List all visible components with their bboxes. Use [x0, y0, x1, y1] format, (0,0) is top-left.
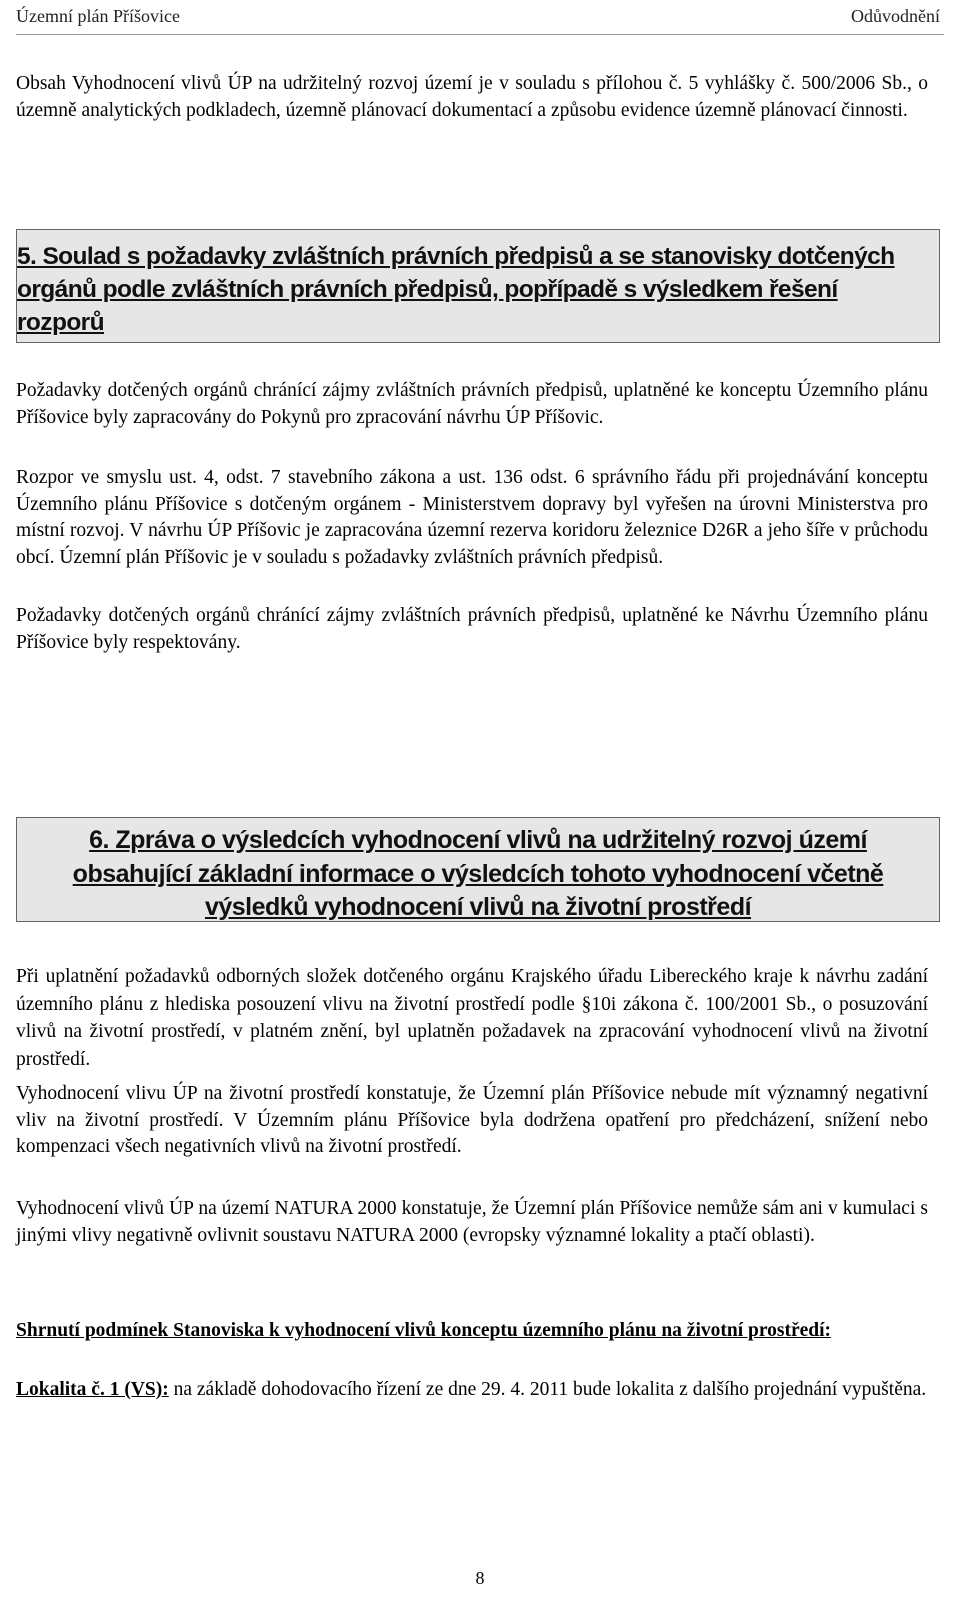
lokalita-label: Lokalita č. 1 (VS): — [16, 1379, 169, 1400]
summary-heading: Shrnutí podmínek Stanoviska k vyhodnocení vlivů konceptu územního plánu na životní prostředí: — [16, 1320, 832, 1341]
section-6-paragraph-2: Vyhodnocení vlivu ÚP na životní prostředí konstatuje, že Územní plán Příšovice nebude mít významný negativní vliv na životní prostředí. V Územním plánu Příšovice byla dodržena opatření pro předcházení, snížení nebo kompenzaci všech negativních vlivů na životní prostředí. — [16, 1083, 928, 1157]
section-6-paragraph-3: Vyhodnocení vlivů ÚP na území NATURA 2000 konstatuje, že Územní plán Příšovice nemůže sám ani v kumulaci s jinými vlivy negativně ovlivnit soustavu NATURA 2000 (evropsky významné lokality a ptačí oblasti). — [16, 1198, 928, 1246]
section-6-heading-line-1: 6. Zpráva o výsledcích vyhodnocení vlivů na udržitelný rozvoj území — [89, 826, 867, 854]
intro-paragraph: Obsah Vyhodnocení vlivů ÚP na udržitelný rozvoj území je v souladu s přílohou č. 5 vyhlášky č. 500/2006 Sb., o územně analytických podkladech, územně plánovací dokumentací a způsobu evidence územně plánovací činnosti. — [16, 73, 928, 121]
header-document-title: Územní plán Příšovice — [16, 6, 180, 26]
lokalita-paragraph — [16, 1377, 928, 1404]
section-5-heading-box — [16, 229, 940, 343]
section-5-paragraph-3: Požadavky dotčených orgánů chránící zájmy zvláštních právních předpisů, uplatněné ke Návrhu Územního plánu Příšovice byly respektovány. — [16, 605, 928, 653]
lokalita-text: na základě dohodovacího řízení ze dne 29. 4. 2011 bude lokalita z dalšího projednání vypuštěna. — [168, 1379, 927, 1400]
section-6-paragraph-1: Při uplatnění požadavků odborných složek dotčeného orgánu Krajského úřadu Libereckého kraje k návrhu zadání územního plánu z hlediska posouzení vlivu na životní prostředí podle §10i zákona č. 100/2001 Sb., o posuzování vlivů na životní prostředí, v platném znění, byl uplatněn požadavek na zpracování vyhodnocení vlivů na životní prostředí. — [16, 966, 928, 1070]
section-5-paragraph-1: Požadavky dotčených orgánů chránící zájmy zvláštních právních předpisů, uplatněné ke konceptu Územního plánu Příšovice byly zapracovány do Pokynů pro zpracování návrhu ÚP Příšovic. — [16, 380, 928, 428]
section-6-heading-line-2: obsahující základní informace o výsledcích tohoto vyhodnocení včetně — [72, 859, 884, 888]
section-5-heading: 5. Soulad s požadavky zvláštních právních předpisů a se stanovisky dotčených orgánů podle zvláštních právních předpisů, popřípadě s výsledkem řešení rozporů — [17, 243, 895, 336]
section-6-heading-box — [16, 817, 940, 922]
header-rule — [16, 34, 944, 35]
section-6-heading-line-3: výsledků vyhodnocení vlivů na životní prostředí — [204, 893, 752, 921]
page-number: 8 — [475, 1568, 485, 1588]
section-5-paragraph-2: Rozpor ve smyslu ust. 4, odst. 7 stavebního zákona a ust. 136 odst. 6 správního řádu při projednávání konceptu Územního plánu Příšovice s dotčeným orgánem - Ministerstvem dopravy byl vyřešen na úrovni Ministerstva pro místní rozvoj. V návrhu ÚP Příšovic je zapracována územní rezerva koridoru železnice D26R a jeho šíře v průchodu obcí. Územní plán Příšovic je v souladu s požadavky zvláštních právních předpisů. — [16, 467, 928, 568]
header-section-name: Odůvodnění — [851, 6, 940, 26]
